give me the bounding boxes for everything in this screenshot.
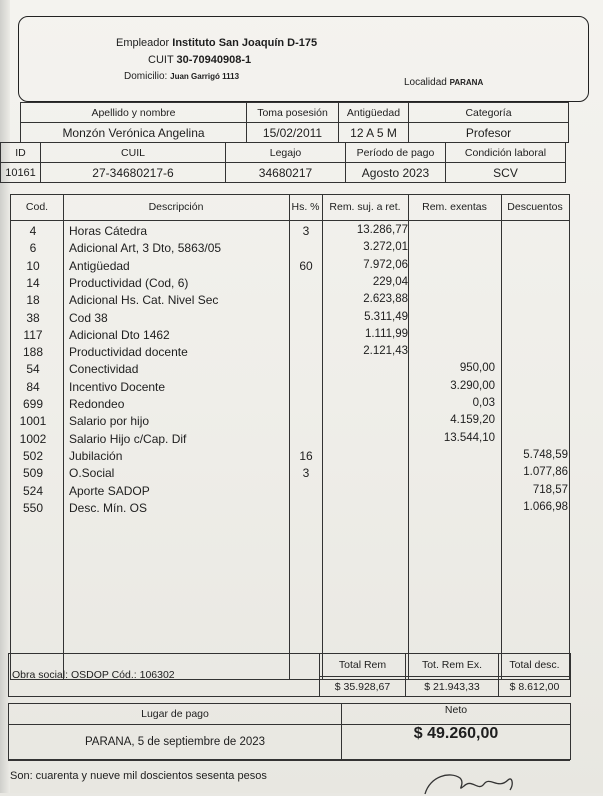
employee-name: Monzón Verónica Angelina [21,123,247,143]
header-divider [11,220,569,221]
header-id: ID [1,143,41,163]
employer-line [116,37,317,49]
col-header-rem-ex: Rem. exentas [422,201,487,213]
item-code: 1001 [19,414,47,429]
item-code: 84 [26,379,40,394]
item-description: Redondeo [69,397,125,411]
categoria-value: Profesor [409,123,569,143]
col-header-hs: Hs. % [291,201,320,213]
header-categoria: Categoría [409,103,569,123]
employee-table [20,102,569,143]
item-code: 188 [22,345,44,360]
item-descuento: 1.066,98 [523,500,568,513]
item-rem-exenta: 0,03 [472,397,495,409]
item-description: Adicional Hs. Cat. Nivel Sec [69,293,219,308]
antiguedad-value: 12 A 5 M [339,123,409,143]
obra-social: Obra social: OSDOP Cód.: 106302 [9,654,320,697]
item-code: 4 [29,224,37,238]
cuil-value: 27-34680217-6 [41,163,226,183]
item-descuento: 1.077,86 [523,466,568,479]
item-rem-suj: 5.311,49 [364,310,408,323]
neto-value: $ 49.260,00 [342,725,571,760]
periodo-value: Agosto 2023 [346,163,446,183]
header-legajo: Legajo [226,143,346,163]
son-text: Son: cuarenta y nueve mil doscientos sesenta pesos [10,770,267,782]
item-description: Horas Cátedra [69,224,148,238]
item-rem-suj: 229,04 [372,275,408,288]
cuit-value: 30-70940908-1 [176,54,252,66]
total-desc-value: $ 8.612,00 [499,677,571,697]
header-neto: Neto [342,704,571,725]
item-rem-suj: 2.121,43 [363,345,408,358]
employer-name: Instituto San Joaquín D-175 [172,37,318,49]
toma-value: 15/02/2011 [247,123,339,143]
col-header-rem-suj: Rem. suj. a ret. [329,201,401,213]
item-code: 117 [23,327,43,342]
item-code: 38 [26,310,40,325]
header-cuil: CUIL [41,143,226,163]
item-description: Salario por hijo [69,414,150,429]
payment-table [8,703,571,760]
item-description: Productividad (Cod, 6) [69,275,189,290]
domicilio-label: Domicilio: [124,71,168,82]
header-toma: Toma posesión [247,103,339,123]
item-descuento: 718,57 [532,483,568,496]
header-total-desc: Total desc. [499,654,571,677]
item-hs: 3 [302,466,310,481]
col-header-descripcion: Descripción [148,201,204,213]
item-hs: 3 [302,224,310,238]
col-divider [63,195,64,679]
col-header-cod: Cod. [25,201,49,213]
item-code: 10 [26,258,40,273]
item-rem-exenta: 950,00 [459,362,495,375]
header-total-rem: Total Rem [320,654,406,677]
item-description: Cod 38 [69,310,108,325]
employer-label: Empleador [116,37,170,49]
total-rem-value: $ 35.928,67 [320,677,406,697]
item-description: Productividad docente [69,345,188,360]
col-divider [408,195,409,679]
header-periodo: Período de pago [346,143,446,163]
item-code: 14 [26,275,40,290]
header-total-ex: Tot. Rem Ex. [406,654,499,677]
item-description: Conectividad [69,362,139,377]
localidad-line [404,77,483,88]
cuit-label: CUIT [148,54,174,66]
totals-table [8,653,571,697]
item-descuento: 5.748,59 [523,448,568,461]
item-code: 699 [22,397,44,411]
son-divider [8,760,570,761]
item-description: Salario Hijo c/Cap. Dif [69,431,187,446]
item-rem-suj: 1.111,99 [364,327,408,340]
signature [420,766,516,796]
item-description: O.Social [69,466,115,481]
employer-header [18,16,589,102]
item-description: Desc. Mín. OS [69,500,148,515]
id-value: 10161 [1,163,41,183]
item-description: Jubilación [69,448,123,463]
localidad-label: Localidad [404,77,447,88]
cuit-line [148,54,251,66]
item-rem-suj: 3.272,01 [363,241,408,254]
lugar-value: PARANA, 5 de septiembre de 2023 [9,725,342,760]
item-description: Adicional Dto 1462 [69,327,170,342]
header-lugar: Lugar de pago [9,704,342,725]
item-code: 1002 [19,431,47,446]
domicilio-line [124,71,239,82]
item-code: 509 [22,466,44,481]
domicilio-value: Juan Garrigó 1113 [170,72,240,81]
legajo-value: 34680217 [226,163,346,183]
header-apellido: Apellido y nombre [21,103,247,123]
item-rem-suj: 13.286,77 [356,224,408,236]
item-description: Incentivo Docente [69,379,166,394]
employee-ids-table [0,142,566,183]
item-code: 54 [26,362,40,377]
item-rem-exenta: 4.159,20 [450,414,495,427]
item-description: Antigüedad [69,258,130,273]
item-code: 502 [22,448,44,463]
header-antiguedad: Antigüedad [339,103,409,123]
item-rem-exenta: 3.290,00 [450,379,495,392]
item-code: 6 [29,241,37,256]
item-hs: 16 [299,448,313,463]
item-rem-suj: 7.972,06 [363,258,408,271]
item-hs: 60 [299,258,313,273]
item-rem-suj: 2.623,88 [363,293,408,306]
item-description: Aporte SADOP [69,483,150,498]
item-code: 18 [26,293,40,308]
items-table [10,194,570,680]
item-description: Adicional Art, 3 Dto, 5863/05 [69,241,222,256]
item-rem-exenta: 13.544,10 [443,431,495,444]
col-divider [501,195,502,679]
total-ex-value: $ 21.943,33 [406,677,499,697]
col-header-descuentos: Descuentos [507,201,563,213]
localidad-value: PARANA [449,78,484,87]
condicion-value: SCV [446,163,566,183]
item-code: 524 [22,483,44,498]
header-condicion: Condición laboral [446,143,566,163]
item-code: 550 [22,500,44,515]
